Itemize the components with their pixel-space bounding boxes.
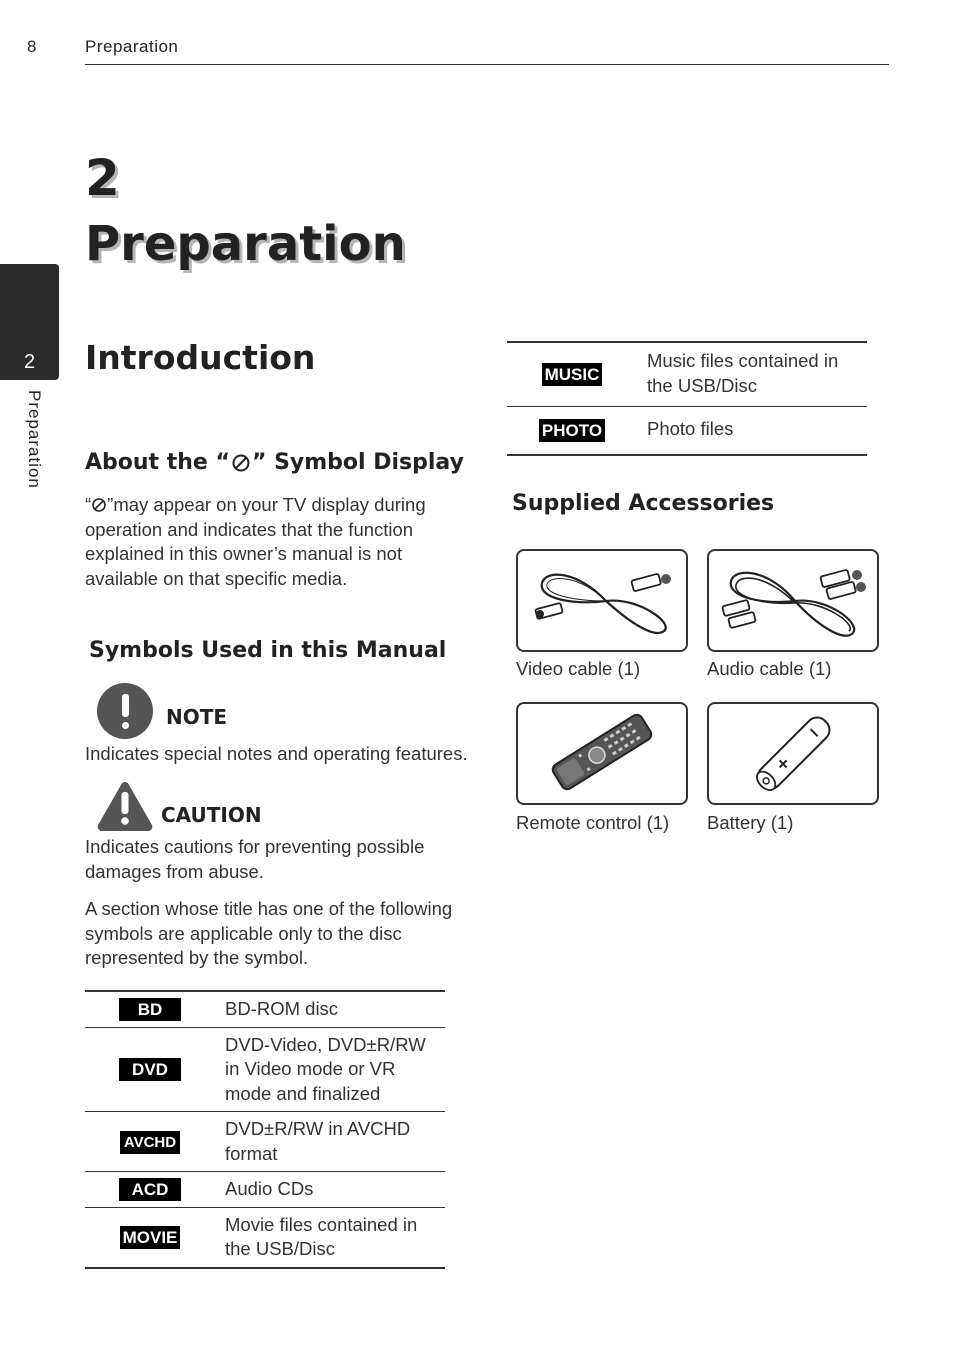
remote-control-icon <box>518 704 686 803</box>
caution-icon <box>96 780 154 832</box>
introduction-heading: Introduction <box>85 338 316 377</box>
media-symbol-table <box>85 990 445 1269</box>
accessory-battery <box>707 702 879 805</box>
media-badge-dvd: DVD <box>119 1058 181 1081</box>
note-description: Indicates special notes and operating features. <box>85 743 468 764</box>
media-badge-photo: PHOTO <box>539 419 605 442</box>
chapter-title: Preparation <box>85 216 406 272</box>
about-symbol-text <box>85 493 465 591</box>
accessory-audio-cable <box>707 549 879 652</box>
about-text-pre: “ <box>85 494 92 515</box>
about-text-post: ”may appear on your TV display during operation and indicates that the function explained in this owner’s manual is not available on that specific media. <box>85 494 426 589</box>
accessory-label: Video cable (1) <box>516 658 641 679</box>
media-badge-avchd: AVCHD <box>120 1131 180 1154</box>
table-row <box>85 1112 445 1172</box>
video-cable-icon <box>518 551 686 650</box>
supplied-accessories-heading: Supplied Accessories <box>512 491 775 516</box>
side-tab-number: 2 <box>23 351 36 373</box>
note-icon <box>97 683 153 739</box>
prohibited-icon <box>91 497 107 513</box>
note-label: NOTE <box>166 705 228 729</box>
accessory-label: Remote control (1) <box>516 812 670 833</box>
chapter-number: 2 <box>85 149 120 207</box>
table-row <box>85 1172 445 1208</box>
battery-icon <box>709 704 877 803</box>
accessory-label: Battery (1) <box>707 812 794 833</box>
media-badge-bd: BD <box>119 998 182 1021</box>
media-desc: Photo files <box>637 407 867 455</box>
media-desc: BD-ROM disc <box>215 991 445 1027</box>
caution-description: Indicates cautions for preventing possible damages from abuse. <box>85 836 425 882</box>
media-desc: DVD-Video, DVD±R/RW in Video mode or VR mode and finalized <box>215 1027 445 1112</box>
audio-cable-icon <box>709 551 877 650</box>
table-row <box>507 407 867 455</box>
media-desc: Audio CDs <box>215 1172 445 1208</box>
media-desc: Movie files contained in the USB/Disc <box>215 1207 445 1268</box>
media-badge-acd: ACD <box>119 1178 182 1201</box>
caution-label: CAUTION <box>161 803 262 827</box>
table-row <box>507 342 867 407</box>
accessory-video-cable <box>516 549 688 652</box>
side-tab-label: Preparation <box>25 390 44 489</box>
media-desc: DVD±R/RW in AVCHD format <box>215 1112 445 1172</box>
table-row <box>85 991 445 1027</box>
about-title-pre: About the “ <box>85 450 230 475</box>
about-title-post: ” Symbol Display <box>251 450 464 475</box>
section-symbol-text: A section whose title has one of the following symbols are applicable only to the disc represented by the symbol. <box>85 898 453 968</box>
accessory-remote-control <box>516 702 688 805</box>
chapter-side-tab <box>0 264 59 380</box>
media-badge-movie: MOVIE <box>120 1226 181 1249</box>
running-header: Preparation <box>85 37 179 56</box>
table-row <box>85 1027 445 1112</box>
about-symbol-heading <box>85 450 464 475</box>
table-row <box>85 1207 445 1268</box>
media-symbol-table-right <box>507 341 867 456</box>
media-badge-music: MUSIC <box>542 363 603 386</box>
symbols-heading: Symbols Used in this Manual <box>89 638 447 663</box>
media-desc: Music files contained in the USB/Disc <box>637 342 867 407</box>
page-number: 8 <box>27 37 37 56</box>
prohibited-icon <box>231 452 251 472</box>
accessory-label: Audio cable (1) <box>707 658 832 679</box>
header-rule <box>85 64 889 65</box>
